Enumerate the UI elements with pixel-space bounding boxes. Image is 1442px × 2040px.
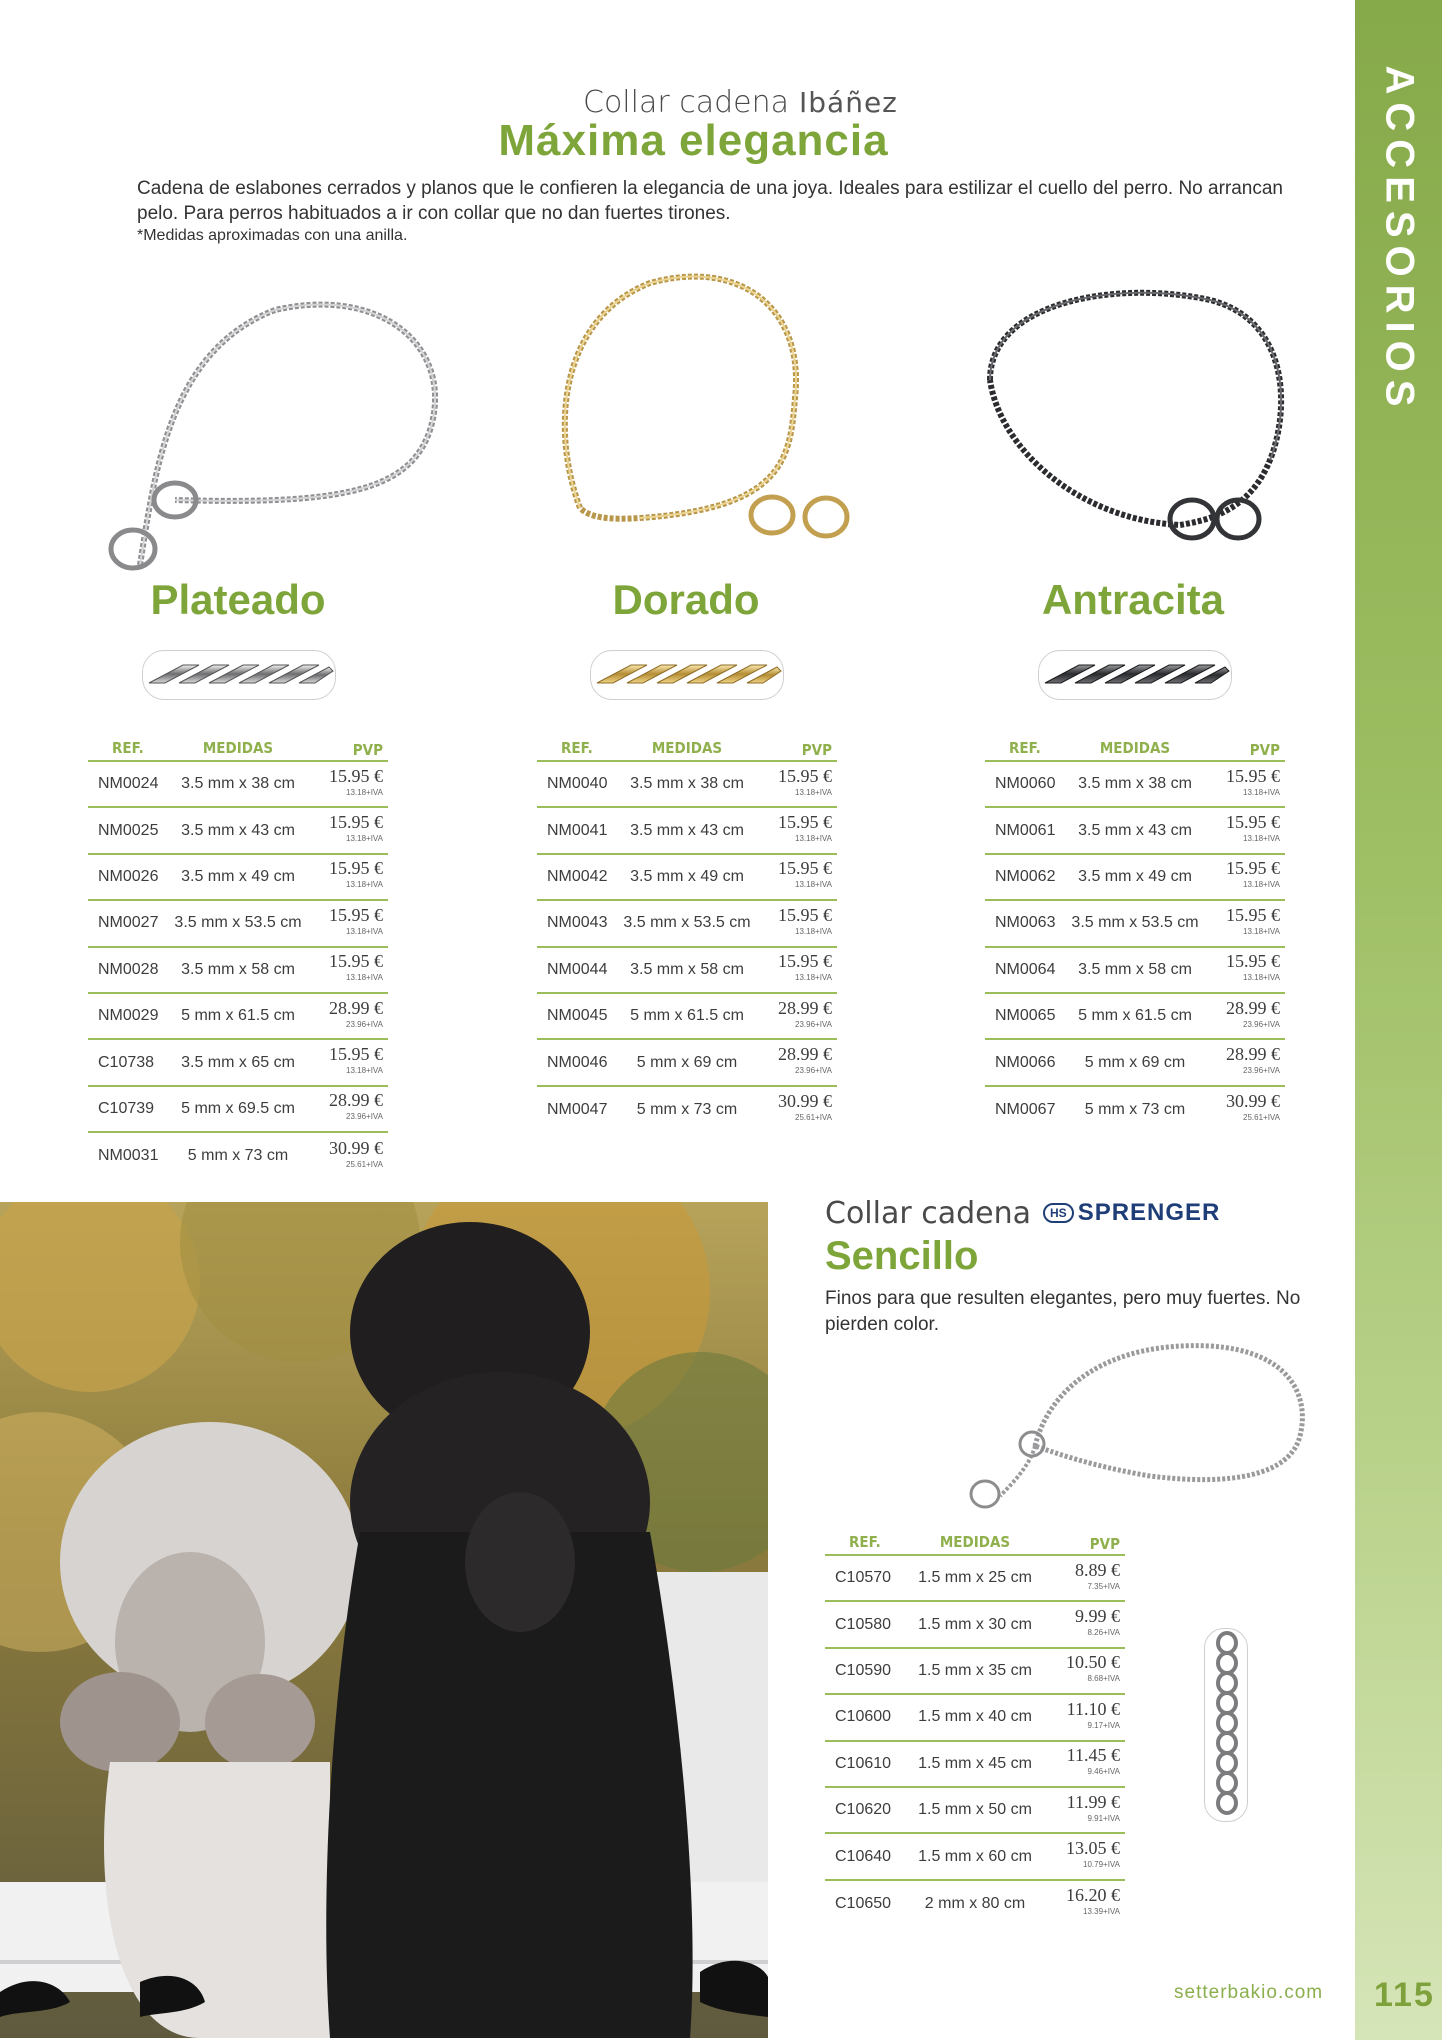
price-iva: 25.61+IVA	[346, 1159, 383, 1169]
price-cell	[1045, 1698, 1125, 1733]
brand-logo: Ibáñez	[799, 85, 898, 119]
table-row	[88, 1040, 388, 1086]
medidas-cell: 2 mm x 80 cm	[924, 1894, 1026, 1912]
silver-chain-illustration	[95, 290, 455, 580]
medidas-cell: 3.5 mm x 38 cm	[1078, 775, 1192, 793]
medidas-cell: 3.5 mm x 43 cm	[1078, 821, 1192, 839]
price-cell	[308, 812, 388, 846]
price: 9.99 €	[1075, 1606, 1120, 1627]
ref-cell: C10600	[835, 1708, 892, 1726]
ref-cell: NM0060	[995, 775, 1056, 793]
medidas-cell: 3.5 mm x 65 cm	[181, 1053, 295, 1071]
medidas-cell: 3.5 mm x 53.5 cm	[174, 914, 302, 932]
price-cell	[308, 904, 388, 939]
table-row	[825, 1649, 1125, 1695]
ref-cell: NM0046	[547, 1053, 608, 1071]
anthracite-link-swatch	[1038, 650, 1232, 700]
table-row	[825, 1881, 1125, 1927]
medidas-cell: 5 mm x 61.5 cm	[1078, 1007, 1192, 1025]
ref-cell: NM0062	[995, 867, 1056, 885]
price-cell	[757, 904, 837, 939]
price: 30.99 €	[329, 1137, 383, 1158]
price: 11.99 €	[1066, 1791, 1120, 1812]
ref-cell: C10610	[835, 1754, 892, 1772]
sprenger-logo: HS SPRENGER	[1043, 1199, 1220, 1227]
price-cell	[308, 1044, 388, 1078]
medidas-cell: 3.5 mm x 58 cm	[1078, 960, 1192, 978]
medidas-cell: 3.5 mm x 49 cm	[630, 867, 744, 885]
page-number: 115	[1374, 1976, 1435, 2014]
medidas-cell: 1.5 mm x 40 cm	[918, 1708, 1032, 1726]
table-sprenger	[825, 1526, 1125, 1927]
gold-chain-illustration	[540, 268, 870, 548]
ref-cell: NM0043	[547, 914, 608, 932]
price-iva: 23.96+IVA	[795, 1066, 832, 1076]
table-row	[537, 762, 837, 808]
medidas-cell: 3.5 mm x 43 cm	[181, 821, 295, 839]
price-iva: 13.18+IVA	[346, 787, 383, 797]
table-row	[985, 948, 1285, 994]
price-iva: 9.17+IVA	[1087, 1720, 1120, 1730]
table-row	[985, 1040, 1285, 1086]
price-iva: 13.39+IVA	[1083, 1907, 1120, 1917]
price-cell	[1205, 1044, 1285, 1078]
ref-cell: NM0066	[995, 1053, 1056, 1071]
measurement-note: *Medidas aproximadas con una anilla.	[137, 227, 408, 244]
price-iva: 13.18+IVA	[346, 1066, 383, 1076]
price-iva: 13.18+IVA	[346, 973, 383, 983]
price: 28.99 €	[1226, 1044, 1280, 1065]
medidas-cell: 3.5 mm x 53.5 cm	[623, 914, 751, 932]
ref-cell: NM0029	[98, 1007, 159, 1025]
price: 30.99 €	[778, 1091, 832, 1112]
price-iva: 13.18+IVA	[346, 880, 383, 890]
price: 15.95 €	[329, 904, 383, 925]
table-row	[537, 901, 837, 947]
table-header: REF. MEDIDAS PVP	[88, 732, 388, 762]
medidas-cell: 5 mm x 61.5 cm	[181, 1007, 295, 1025]
medidas-cell: 3.5 mm x 38 cm	[630, 775, 744, 793]
ref-cell: C10738	[98, 1053, 155, 1071]
price-iva: 13.18+IVA	[795, 926, 832, 936]
medidas-cell: 5 mm x 73 cm	[636, 1100, 738, 1118]
price-cell	[1045, 1606, 1125, 1640]
price-iva: 23.96+IVA	[795, 1019, 832, 1029]
price-cell	[1205, 1091, 1285, 1125]
price: 15.95 €	[778, 812, 832, 833]
table-row	[985, 994, 1285, 1040]
table-row	[985, 1087, 1285, 1133]
table-header: REF. MEDIDAS PVP	[537, 732, 837, 762]
price-cell	[757, 951, 837, 985]
table-row	[537, 948, 837, 994]
medidas-cell: 3.5 mm x 38 cm	[181, 775, 295, 793]
price-iva: 13.18+IVA	[346, 834, 383, 844]
price: 15.95 €	[778, 951, 832, 972]
ref-cell: NM0041	[547, 821, 608, 839]
medidas-cell: 3.5 mm x 43 cm	[630, 821, 744, 839]
ref-cell: C10580	[835, 1615, 892, 1633]
ref-cell: C10620	[835, 1801, 892, 1819]
price-cell	[757, 858, 837, 892]
price-cell	[308, 1137, 388, 1172]
ref-cell: C10640	[835, 1847, 892, 1865]
price-iva: 13.18+IVA	[795, 973, 832, 983]
price: 15.95 €	[329, 951, 383, 972]
medidas-cell: 3.5 mm x 58 cm	[181, 960, 295, 978]
price-iva: 23.96+IVA	[346, 1112, 383, 1122]
price: 15.95 €	[1226, 858, 1280, 879]
price-iva: 13.18+IVA	[346, 926, 383, 936]
poodles-photo	[0, 1202, 768, 2038]
price-cell	[1045, 1885, 1125, 1919]
table-row	[825, 1556, 1125, 1602]
price-iva: 23.96+IVA	[1243, 1066, 1280, 1076]
table-row	[537, 855, 837, 901]
medidas-cell: 3.5 mm x 49 cm	[181, 867, 295, 885]
price: 15.95 €	[329, 1044, 383, 1065]
anthracite-chain-illustration	[980, 280, 1300, 550]
price-iva: 13.18+IVA	[795, 787, 832, 797]
table-row	[537, 808, 837, 854]
price-cell	[1205, 858, 1285, 892]
medidas-cell: 5 mm x 73 cm	[1084, 1100, 1186, 1118]
sprenger-heading-label: Collar cadena	[825, 1195, 1032, 1231]
ref-cell: NM0025	[98, 821, 159, 839]
ref-cell: C10650	[835, 1894, 892, 1912]
price-iva: 13.18+IVA	[1243, 880, 1280, 890]
medidas-cell: 5 mm x 69.5 cm	[181, 1099, 295, 1117]
price: 15.95 €	[329, 812, 383, 833]
ref-cell: NM0040	[547, 775, 608, 793]
heading-label: Collar cadena	[583, 84, 790, 120]
price-cell	[1045, 1745, 1125, 1779]
price-cell	[1205, 765, 1285, 800]
price-cell	[757, 812, 837, 846]
price-iva: 8.68+IVA	[1087, 1674, 1120, 1684]
price-iva: 8.26+IVA	[1087, 1628, 1120, 1638]
price-cell	[1205, 812, 1285, 846]
medidas-cell: 5 mm x 69 cm	[636, 1053, 738, 1071]
table-row	[537, 1087, 837, 1133]
silver-link-swatch	[142, 650, 336, 700]
ref-cell: C10570	[835, 1569, 892, 1587]
price: 28.99 €	[778, 997, 832, 1018]
price-cell	[308, 1090, 388, 1124]
price-cell	[1045, 1652, 1125, 1686]
price-cell	[757, 1044, 837, 1078]
price-iva: 13.18+IVA	[1243, 834, 1280, 844]
price: 13.05 €	[1066, 1838, 1120, 1859]
table-row	[825, 1834, 1125, 1880]
table-row	[825, 1742, 1125, 1788]
table-row	[88, 948, 388, 994]
price: 30.99 €	[1226, 1091, 1280, 1112]
price: 15.95 €	[329, 765, 383, 786]
table-row	[88, 808, 388, 854]
price-cell	[757, 765, 837, 800]
ref-cell: NM0065	[995, 1007, 1056, 1025]
table-header: REF. MEDIDAS PVP	[825, 1526, 1125, 1556]
ref-cell: NM0063	[995, 914, 1056, 932]
site-url: setterbakio.com	[1174, 1982, 1324, 2003]
price: 28.99 €	[1226, 997, 1280, 1018]
table-dorado	[537, 732, 837, 1133]
price-cell	[1045, 1838, 1125, 1872]
price-iva: 13.18+IVA	[1243, 926, 1280, 936]
price: 10.50 €	[1066, 1652, 1120, 1673]
price-cell	[1045, 1791, 1125, 1826]
price-cell	[1045, 1559, 1125, 1594]
table-row	[88, 1133, 388, 1179]
ref-cell: NM0028	[98, 960, 159, 978]
price-cell	[1205, 997, 1285, 1032]
medidas-cell: 1.5 mm x 50 cm	[918, 1801, 1032, 1819]
medidas-cell: 5 mm x 61.5 cm	[630, 1007, 744, 1025]
ref-cell: C10590	[835, 1661, 892, 1679]
table-row	[88, 994, 388, 1040]
price: 15.95 €	[778, 858, 832, 879]
ref-cell: NM0061	[995, 821, 1056, 839]
table-plateado	[88, 732, 388, 1180]
price-cell	[757, 997, 837, 1032]
sprenger-chain-illustration	[960, 1336, 1320, 1516]
product-description: Cadena de eslabones cerrados y planos que le confieren la elegancia de una joya. Ideales para estilizar el cuello del perro. No arrancan pelo. Para perros habituados a ir con collar que no dan fuertes tirones.	[137, 178, 1284, 224]
price-iva: 9.46+IVA	[1087, 1767, 1120, 1777]
ref-cell: C10739	[98, 1099, 155, 1117]
ref-cell: NM0027	[98, 914, 159, 932]
medidas-cell: 1.5 mm x 35 cm	[918, 1661, 1032, 1679]
table-row	[985, 855, 1285, 901]
price-iva: 23.96+IVA	[1243, 1019, 1280, 1029]
price-iva: 25.61+IVA	[795, 1113, 832, 1123]
price: 28.99 €	[329, 1090, 383, 1111]
price: 15.95 €	[1226, 765, 1280, 786]
price-cell	[308, 997, 388, 1032]
variant-title-antracita: Antracita	[1041, 576, 1225, 623]
medidas-cell: 1.5 mm x 45 cm	[918, 1754, 1032, 1772]
price-iva: 9.91+IVA	[1087, 1813, 1120, 1823]
price: 15.95 €	[778, 904, 832, 925]
price-cell	[308, 951, 388, 985]
table-row	[537, 1040, 837, 1086]
table-header: REF. MEDIDAS PVP	[985, 732, 1285, 762]
medidas-cell: 5 mm x 69 cm	[1084, 1053, 1186, 1071]
price-iva: 25.61+IVA	[1243, 1113, 1280, 1123]
table-antracita	[985, 732, 1285, 1133]
variant-title-plateado: Plateado	[150, 576, 326, 623]
price-iva: 13.18+IVA	[1243, 973, 1280, 983]
price-cell	[1205, 904, 1285, 939]
table-row	[825, 1695, 1125, 1741]
table-row	[825, 1788, 1125, 1834]
sprenger-heading	[825, 1193, 1220, 1233]
ref-cell: NM0045	[547, 1007, 608, 1025]
medidas-cell: 1.5 mm x 25 cm	[918, 1569, 1032, 1587]
price: 15.95 €	[778, 765, 832, 786]
price: 11.45 €	[1066, 1745, 1120, 1766]
price-iva: 23.96+IVA	[346, 1019, 383, 1029]
price-cell	[1205, 951, 1285, 985]
medidas-cell: 1.5 mm x 30 cm	[918, 1615, 1032, 1633]
price-cell	[308, 765, 388, 800]
ref-cell: NM0024	[98, 775, 159, 793]
price: 15.95 €	[1226, 904, 1280, 925]
sprenger-title: Sencillo	[825, 1234, 979, 1278]
ref-cell: NM0064	[995, 960, 1056, 978]
price: 15.95 €	[1226, 812, 1280, 833]
gold-link-swatch	[590, 650, 784, 700]
sprenger-link-swatch	[1204, 1628, 1248, 1822]
table-row	[985, 808, 1285, 854]
sprenger-description: Finos para que resulten elegantes, pero muy fuertes. No pierden color.	[825, 1288, 1301, 1335]
ref-cell: NM0067	[995, 1100, 1056, 1118]
table-row	[985, 762, 1285, 808]
table-row	[88, 855, 388, 901]
ref-cell: NM0026	[98, 867, 159, 885]
table-row	[537, 994, 837, 1040]
price-iva: 7.35+IVA	[1087, 1581, 1120, 1591]
medidas-cell: 1.5 mm x 60 cm	[918, 1847, 1032, 1865]
price: 8.89 €	[1075, 1559, 1120, 1580]
table-row	[985, 901, 1285, 947]
medidas-cell: 3.5 mm x 53.5 cm	[1071, 914, 1199, 932]
table-row	[88, 762, 388, 808]
price-cell	[308, 858, 388, 892]
ref-cell: NM0042	[547, 867, 608, 885]
medidas-cell: 3.5 mm x 58 cm	[630, 960, 744, 978]
ref-cell: NM0047	[547, 1100, 608, 1118]
page-title: Máxima elegancia	[498, 116, 889, 165]
price: 28.99 €	[778, 1044, 832, 1065]
price: 15.95 €	[1226, 951, 1280, 972]
section-label: ACCESORIOS	[1377, 65, 1421, 415]
price-iva: 10.79+IVA	[1083, 1860, 1120, 1870]
medidas-cell: 3.5 mm x 49 cm	[1078, 867, 1192, 885]
price-iva: 13.18+IVA	[1243, 787, 1280, 797]
table-row	[88, 901, 388, 947]
medidas-cell: 5 mm x 73 cm	[187, 1147, 289, 1165]
table-row	[88, 1087, 388, 1133]
price: 16.20 €	[1066, 1885, 1120, 1906]
variant-title-dorado: Dorado	[612, 576, 760, 623]
price-iva: 13.18+IVA	[795, 880, 832, 890]
price: 11.10 €	[1066, 1698, 1120, 1719]
ref-cell: NM0031	[98, 1147, 159, 1165]
table-row	[825, 1602, 1125, 1648]
price: 28.99 €	[329, 997, 383, 1018]
price-iva: 13.18+IVA	[795, 834, 832, 844]
price-cell	[757, 1091, 837, 1125]
ref-cell: NM0044	[547, 960, 608, 978]
price: 15.95 €	[329, 858, 383, 879]
